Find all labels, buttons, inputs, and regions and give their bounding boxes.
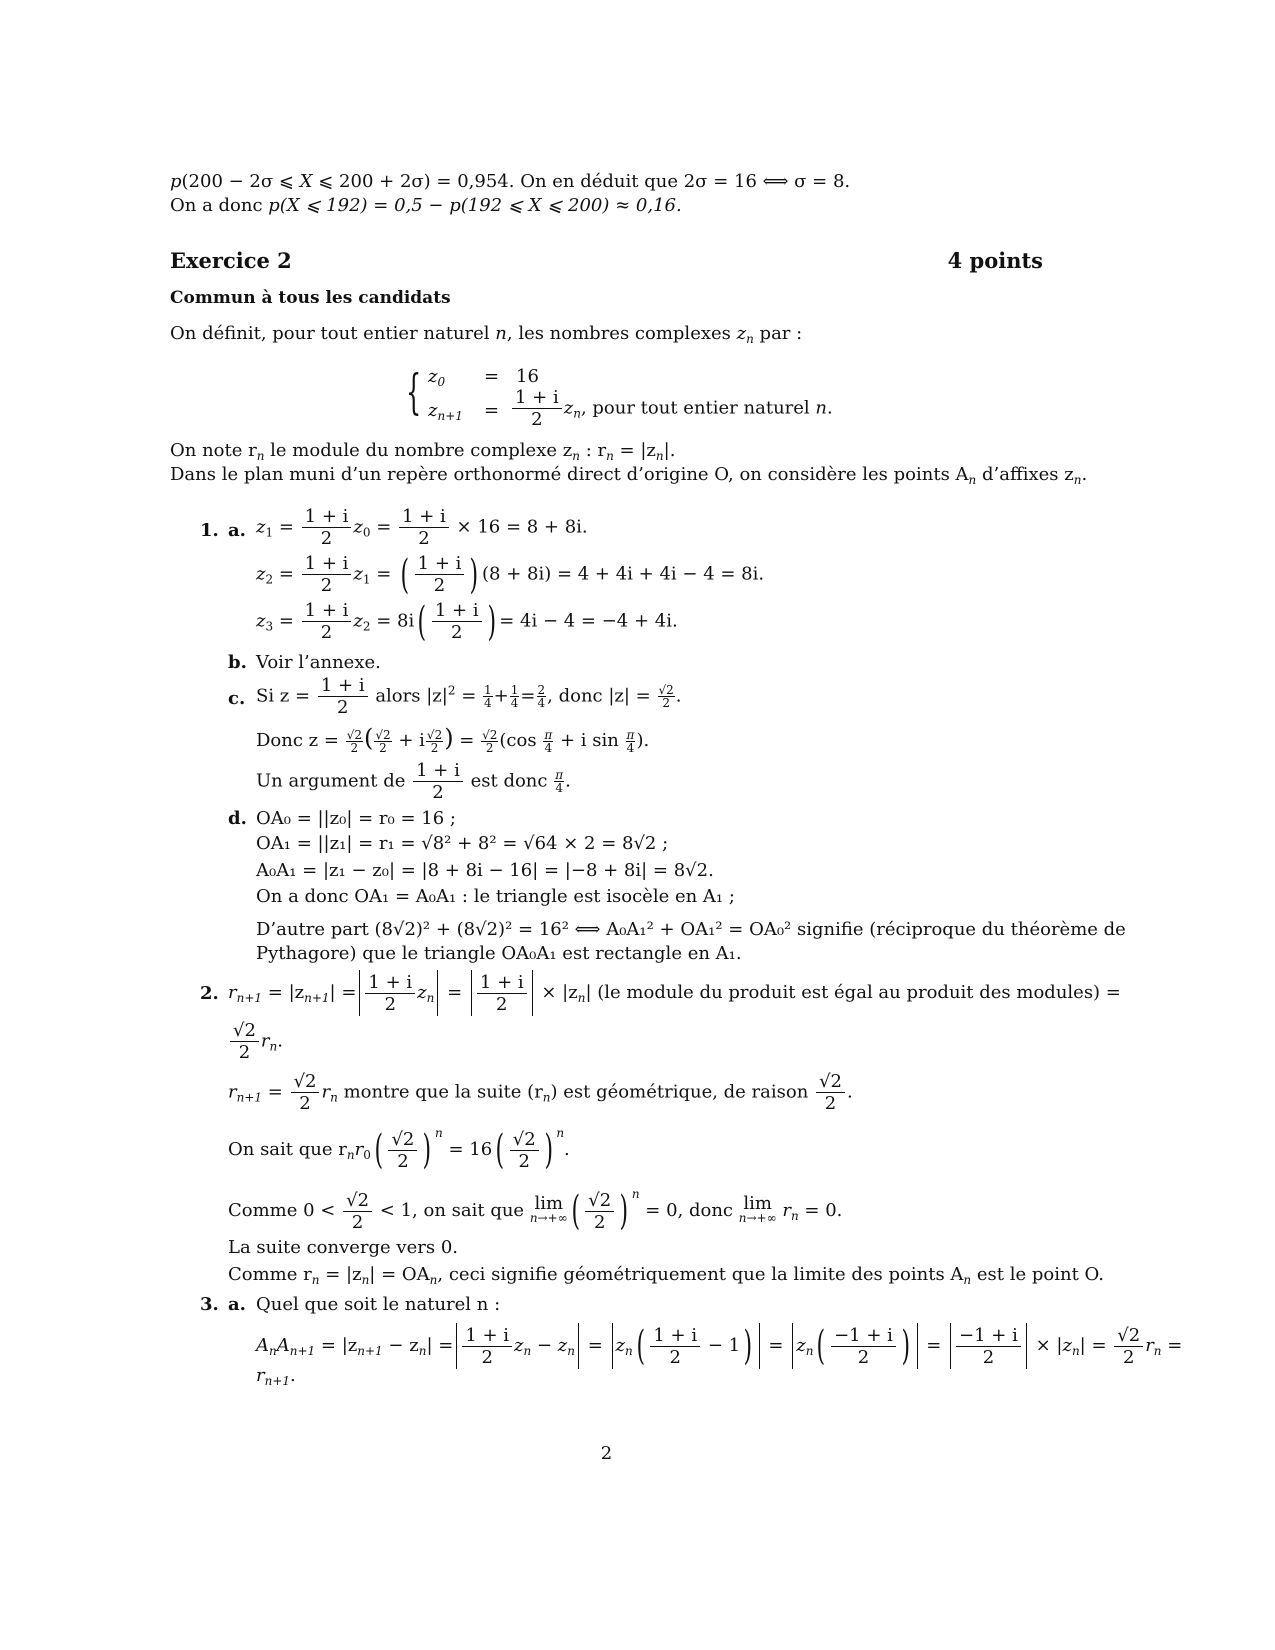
q3a-line2: $A_nA_{n+1} = |z_{n+1} - z_n|$ = $\frac{1 + i}{2}$ $z_n - z_n = z_n$( $\frac{1 + i}{2}$ − $1) = z_n$( $\frac{-1 + i}{2}$ ) = $\frac{-1 + i}{2}$ × $|z_n|$ = $\frac{√2}{2}$ $r_n$ = bbox=[256, 1323, 1183, 1369]
q2-line5: Comme 0 < $\frac{√2}{2}$ < 1, on sait que lim n→+∞ ( $\frac{√2}{2}$ ) $^n$ = 0, donc lim n→+∞ $r_n = 0$. bbox=[228, 1187, 843, 1234]
page-number: 2 bbox=[600, 1443, 613, 1464]
q1d-line1: OA₀ = ||z₀| = r₀ = 16 ; bbox=[256, 808, 456, 829]
q2-line3: $r_{n+1}$ = $\frac{√2}{2}$ $r_n$ montre que la suite $(r_n)$ est géométrique, de raison $\frac{√2}{2}$ . bbox=[228, 1071, 853, 1114]
q2-line1: $r_{n+1} = |z_{n+1}|$ = $\frac{1 + i}{2}$ $z_n$ = $\frac{1 + i}{2}$ × $|z_n|$ (le module du produit est égal au produit des modules) = bbox=[228, 971, 1121, 1015]
q1d-line5: D’autre part (8√2)² + (8√2)² = 16² ⟺ A₀A₁² + OA₁² = OA₀² signifie (réciproque du théorème de bbox=[256, 919, 1126, 940]
q1c-line3: Un argument de $\frac{1 + i}{2}$ est donc $\frac{\pi}{4}$ . bbox=[256, 760, 571, 803]
exercise-subtitle: Commun à tous les candidats bbox=[170, 288, 451, 308]
q1b-text: Voir l’annexe. bbox=[256, 652, 381, 673]
q1a-line3: $z_3$ = $\frac{1 + i}{2}$ $z_2 = 8i$( $\frac{1 + i}{2}$ ) = 4i − 4 = −4 + 4i. bbox=[256, 598, 678, 645]
q1d-line4: On a donc OA₁ = A₀A₁ : le triangle est isocèle en A₁ ; bbox=[256, 886, 735, 907]
header-line-2: On a donc p(X ⩽ 192) = 0,5 − p(192 ⩽ X ⩽ 200) ≈ 0,16. bbox=[170, 195, 682, 216]
q3a-line1: Quel que soit le naturel n : bbox=[256, 1294, 501, 1315]
document-page: p(200 − 2σ ⩽ X ⩽ 200 + 2σ) = 0,954. On en déduit que 2σ = 16 ⟺ σ = 8. On a donc p(X ⩽ 192) = 0,5 − p(192 ⩽ X ⩽ 200) ≈ 0,16. Exercice 2 4 points Commun à tous les candidats On définit, pour tout entier naturel n, les nombres complexes $z_n$ par : { $z_0$ = 16 $z_{n+1}$ = $\frac{1 + i}{2}$ $z_n$, pour tout entier naturel n. On note $r_n$ le module du nombre complexe $z_n$ : $r_n = |z_n|$. Dans le plan muni d’un repère orthonormé direct d’origine O, on considère les points $A_n$ d’affixes $z_n$. 1. a. $z_1$ = $\frac{1 + i}{2}$ $z_0$ = $\frac{1 + i}{2}$ × 16 = 8 + 8i. $z_2$ = $\frac{1 + i}{2}$ $z_1$ = ( $\frac{1 + i}{2}$ ) (8 + 8i) = 4 + 4i + 4i − 4 = 8i. $z_3$ = $\frac{1 + i}{2}$ $z_2 = 8i$( $\frac{1 + i}{2}$ ) = 4i − 4 = −4 + 4i. b. Voir l’annexe. c. Si z = $\frac{1 + i}{2}$ alors $|z|^2$ = $\frac{1}{4}$ + $\frac{1}{4}$ = $\frac{2}{4}$ , donc |z| = $\frac{√2}{2}$ . Donc z = $\frac{√2}{2}$ ( $\frac{√2}{2}$ + i $\frac{√2}{2}$ ) = $\frac{√2}{2}$ (cos $\frac{\pi}{4}$ + i sin $\frac{\pi}{4}$ ). Un argument de $\frac{1 + i}{2}$ est donc $\frac{\pi}{4}$ . d. OA₀ = ||z₀| = r₀ = 16 ; OA₁ = ||z₁| = r₁ = √8² + 8² = √64 × 2 = 8√2 ; A₀A₁ = |z₁ − z₀| = |8 + 8i − 16| = |−8 + 8i| = 8√2. On a donc OA₁ = A₀A₁ : le triangle est isocèle en A₁ ; D’autre part (8√2)² + (8√2)² = 16² ⟺ A₀A₁² + OA₁² = OA₀² signifie (réciproque du théorème de Pythagore) que le triangle OA₀A₁ est rectangle en A₁. 2. $r_{n+1} = |z_{n+1}|$ = $\frac{1 + i}{2}$ $z_n$ = $\frac{1 + i}{2}$ × $|z_n|$ (le module du produit est égal au produit des modules) = $\frac{√2}{2}$ $r_n$. $r_{n+1}$ = $\frac{√2}{2}$ $r_n$ montre que la suite $(r_n)$ est géométrique, de raison $\frac{√2}{2}$ . On sait que $r_nr_0$( $\frac{√2}{2}$ ) $^n$ = 16( $\frac{√2}{2}$ ) $^n$. Comme 0 < $\frac{√2}{2}$ < 1, on sait que lim n→+∞ ( $\frac{√2}{2}$ ) $^n$ = 0, donc lim n→+∞ $r_n = 0$. La suite converge vers 0. Comme $r_n = |z_n| = OA_n$, ceci signifie géométriquement que la limite des points $A_n$ est le point O. 3. a. Quel que soit le naturel n : $A_nA_{n+1} = |z_{n+1} - z_n|$ = $\frac{1 + i}{2}$ $z_n - z_n = z_n$( $\frac{1 + i}{2}$ − $1) = z_n$( $\frac{-1 + i}{2}$ ) = $\frac{-1 + i}{2}$ × $|z_n|$ = $\frac{√2}{2}$ $r_n$ = $r_{n+1}$. 2 bbox=[170, 171, 1183, 1464]
q3a-line3: $r_{n+1}$. bbox=[256, 1365, 296, 1388]
q1d-line2: OA₁ = ||z₁| = r₁ = √8² + 8² = √64 × 2 = 8√2 ; bbox=[256, 833, 669, 854]
recurrence-system: { $z_0$ = 16 $z_{n+1}$ = $\frac{1 + i}{2}$ $z_n$, pour tout entier naturel n. bbox=[406, 364, 833, 430]
intro-note: On note $r_n$ le module du nombre complexe $z_n$ : $r_n = |z_n|$. bbox=[170, 440, 676, 463]
q1c-line1: Si z = $\frac{1 + i}{2}$ alors $|z|^2$ = $\frac{1}{4}$ + $\frac{1}{4}$ = $\frac{2}{4}$ , donc |z| = $\frac{√2}{2}$ . bbox=[256, 675, 682, 718]
q1a-line1: $z_1$ = $\frac{1 + i}{2}$ $z_0$ = $\frac{1 + i}{2}$ × 16 = 8 + 8i. bbox=[256, 506, 588, 549]
q2-line2: $\frac{√2}{2}$ $r_n$. bbox=[228, 1020, 283, 1063]
q2-line7: Comme $r_n = |z_n| = OA_n$, ceci signifie géométriquement que la limite des points $A_n$ est le point O. bbox=[228, 1264, 1104, 1287]
exercise-points: 4 points bbox=[947, 248, 1043, 273]
intro-plan: Dans le plan muni d’un repère orthonormé direct d’origine O, on considère les points $A_n$ d’affixes $z_n$. bbox=[170, 464, 1088, 487]
q1d-line6: Pythagore) que le triangle OA₀A₁ est rectangle en A₁. bbox=[256, 943, 742, 964]
exercise-title: Exercice 2 bbox=[170, 248, 292, 273]
header-line-1: p(200 − 2σ ⩽ X ⩽ 200 + 2σ) = 0,954. On en déduit que 2σ = 16 ⟺ σ = 8. bbox=[170, 171, 851, 192]
q2-line6: La suite converge vers 0. bbox=[228, 1237, 458, 1258]
brace: { bbox=[406, 364, 422, 420]
intro-definition: On définit, pour tout entier naturel n, les nombres complexes $z_n$ par : bbox=[170, 323, 803, 346]
q1c-line2: Donc z = $\frac{√2}{2}$ ( $\frac{√2}{2}$ + i $\frac{√2}{2}$ ) = $\frac{√2}{2}$ (cos $\frac{\pi}{4}$ + i sin $\frac{\pi}{4}$ ). bbox=[256, 724, 650, 755]
q2-line4: On sait que $r_nr_0$( $\frac{√2}{2}$ ) $^n$ = 16( $\frac{√2}{2}$ ) $^n$. bbox=[228, 1126, 570, 1173]
q1d-line3: A₀A₁ = |z₁ − z₀| = |8 + 8i − 16| = |−8 + 8i| = 8√2. bbox=[256, 860, 714, 881]
q1a-line2: $z_2$ = $\frac{1 + i}{2}$ $z_1$ = ( $\frac{1 + i}{2}$ ) (8 + 8i) = 4 + 4i + 4i − 4 = 8i. bbox=[256, 551, 765, 598]
